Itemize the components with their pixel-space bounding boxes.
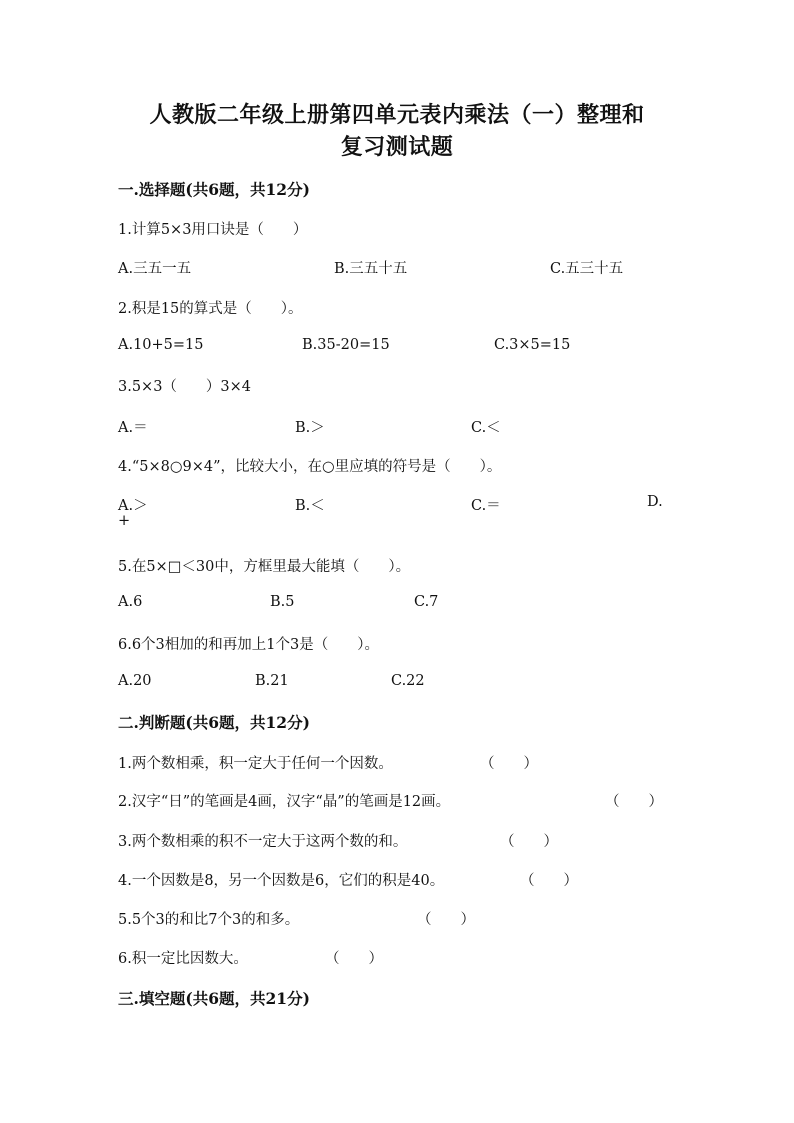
option-1-3-a: A.＝ bbox=[118, 420, 148, 436]
option-1-6-b: B.21 bbox=[255, 673, 289, 689]
answer-blank-2-4: （ ） bbox=[520, 873, 578, 889]
section-heading-judge: 二.判断题(共6题，共12分) bbox=[118, 713, 310, 732]
title-line-2: 复习测试题 bbox=[340, 134, 454, 160]
option-1-6-c: C.22 bbox=[391, 673, 425, 689]
option-1-3-b: B.＞ bbox=[295, 420, 325, 436]
question-2-6: 6.积一定比因数大。 bbox=[118, 951, 248, 967]
section-heading-fill: 三.填空题(共6题，共21分) bbox=[118, 989, 310, 1008]
question-1-3: 3.5×3（ ）3×4 bbox=[118, 379, 252, 395]
title-line-1: 人教版二年级上册第四单元表内乘法（一）整理和 bbox=[149, 102, 645, 128]
question-1-4: 4.“5×8○9×4”，比较大小，在○里应填的符号是（ ）。 bbox=[118, 459, 502, 475]
question-2-4: 4.一个因数是8，另一个因数是6，它们的积是40。 bbox=[118, 873, 445, 889]
option-1-5-c: C.7 bbox=[414, 594, 439, 610]
answer-blank-2-3: （ ） bbox=[500, 834, 558, 850]
question-1-5: 5.在5×□＜30中，方框里最大能填（ ）。 bbox=[118, 559, 411, 575]
option-1-6-a: A.20 bbox=[118, 673, 152, 689]
option-1-1-c: C.五三十五 bbox=[550, 261, 624, 277]
option-1-1-a: A.三五一五 bbox=[118, 261, 192, 277]
option-1-4-a: A.＞ bbox=[118, 498, 148, 514]
option-1-3-c: C.＜ bbox=[471, 420, 501, 436]
option-1-2-b: B.35-20=15 bbox=[302, 337, 390, 353]
section-heading-choice: 一.选择题(共6题，共12分) bbox=[118, 180, 310, 199]
question-2-1: 1.两个数相乘，积一定大于任何一个因数。 bbox=[118, 756, 393, 772]
option-1-5-a: A.6 bbox=[118, 594, 143, 610]
question-1-6: 6.6个3相加的和再加上1个3是（ ）。 bbox=[118, 637, 379, 653]
answer-blank-2-6: （ ） bbox=[325, 951, 383, 967]
answer-blank-2-1: （ ） bbox=[480, 756, 538, 772]
option-1-4-c: C.＝ bbox=[471, 498, 501, 514]
question-2-5: 5.5个3的和比7个3的和多。 bbox=[118, 912, 300, 928]
option-1-2-c: C.3×5=15 bbox=[494, 337, 571, 353]
option-1-1-b: B.三五十五 bbox=[334, 261, 408, 277]
question-2-3: 3.两个数相乘的积不一定大于这两个数的和。 bbox=[118, 834, 408, 850]
answer-blank-2-5: （ ） bbox=[417, 912, 475, 928]
option-1-5-b: B.5 bbox=[270, 594, 295, 610]
option-1-2-a: A.10+5=15 bbox=[118, 337, 204, 353]
option-1-4-b: B.＜ bbox=[295, 498, 325, 514]
option-1-4-d: D. bbox=[647, 494, 663, 510]
answer-blank-2-2: （ ） bbox=[605, 794, 663, 810]
question-2-2: 2.汉字“日”的笔画是4画，汉字“晶”的笔画是12画。 bbox=[118, 794, 451, 810]
option-1-4-d-symbol: + bbox=[118, 513, 131, 529]
question-1-2: 2.积是15的算式是（ ）。 bbox=[118, 301, 303, 317]
question-1-1: 1.计算5×3用口诀是（ ） bbox=[118, 222, 308, 238]
